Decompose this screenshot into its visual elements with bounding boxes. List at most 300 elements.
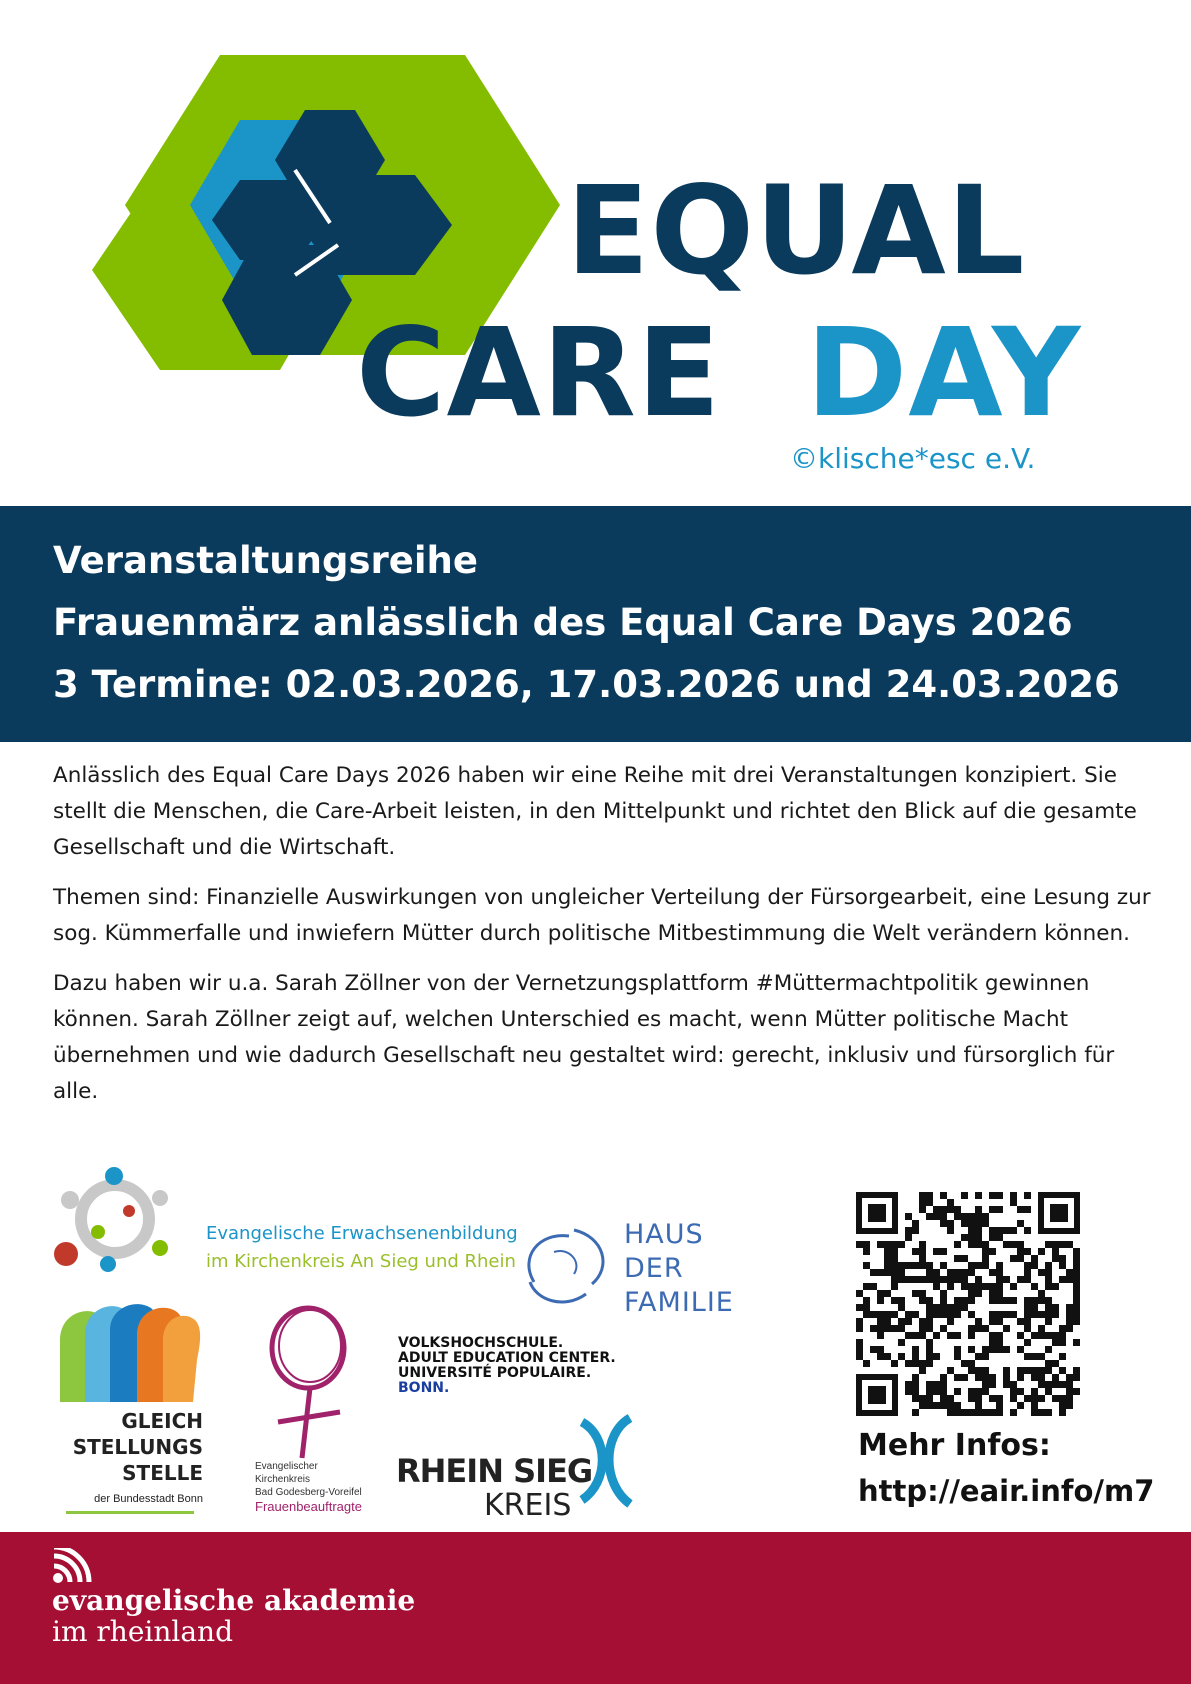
qr-module [968, 1311, 975, 1318]
qr-module [1031, 1395, 1038, 1402]
qr-module [1024, 1276, 1031, 1283]
qr-module [926, 1339, 933, 1346]
ebw-name [206, 1220, 518, 1276]
hdf-line-3: FAMILIE [624, 1287, 734, 1318]
qr-module [968, 1388, 975, 1395]
qr-module [919, 1290, 926, 1297]
qr-module [933, 1402, 940, 1409]
qr-module [1059, 1339, 1066, 1346]
qr-module [905, 1332, 912, 1339]
qr-module [989, 1269, 996, 1276]
qr-module [884, 1255, 891, 1262]
qr-module [989, 1290, 996, 1297]
qr-module [863, 1262, 870, 1269]
qr-module [1010, 1395, 1017, 1402]
qr-module [961, 1255, 968, 1262]
qr-module [940, 1395, 947, 1402]
qr-module [996, 1402, 1003, 1409]
qr-module [926, 1353, 933, 1360]
qr-module [954, 1388, 961, 1395]
qr-module [1066, 1241, 1073, 1248]
qr-module [863, 1283, 870, 1290]
qr-module [961, 1297, 968, 1304]
qr-module [1045, 1388, 1052, 1395]
qr-module [982, 1241, 989, 1248]
qr-module [954, 1304, 961, 1311]
qr-module [996, 1297, 1003, 1304]
qr-module [1031, 1255, 1038, 1262]
qr-module [954, 1213, 961, 1220]
qr-module [940, 1325, 947, 1332]
venus-symbol-icon [258, 1300, 368, 1460]
qr-module [940, 1304, 947, 1311]
logo-copyright: ©klische*esc e.V. [790, 442, 1036, 475]
qr-module [1017, 1374, 1024, 1381]
qr-module [1066, 1304, 1073, 1311]
qr-module [1003, 1227, 1010, 1234]
qr-module [975, 1206, 982, 1213]
qr-module [1017, 1255, 1024, 1262]
qr-module [1024, 1318, 1031, 1325]
qr-module [961, 1269, 968, 1276]
qr-module [940, 1276, 947, 1283]
gleichstellung-name [55, 1408, 203, 1486]
qr-module [856, 1353, 863, 1360]
qr-module [968, 1283, 975, 1290]
qr-module [968, 1220, 975, 1227]
banner-line-3: 3 Termine: 02.03.2026, 17.03.2026 und 24.03.2026 [53, 663, 1120, 706]
qr-module [1052, 1374, 1059, 1381]
qr-module [863, 1360, 870, 1367]
qr-module [954, 1241, 961, 1248]
paragraph-2: Themen sind: Finanzielle Auswirkungen von ungleicher Verteilung der Fürsorgearbeit, eine Lesung zur sog. Kümmerfalle und inwiefern Mütter durch politische Mitbestimmung die Welt verändern können. [53, 885, 1151, 946]
qr-module [1038, 1395, 1045, 1402]
qr-module [891, 1262, 898, 1269]
qr-module [961, 1409, 968, 1416]
qr-module [982, 1283, 989, 1290]
ebw-line-1: Evangelische Erwachsenenbildung [206, 1223, 518, 1244]
qr-module [905, 1276, 912, 1283]
qr-module [975, 1220, 982, 1227]
qr-module [1059, 1353, 1066, 1360]
paragraph-3: Dazu haben wir u.a. Sarah Zöllner von der Vernetzungsplattform #Müttermachtpolitik gewinnen können. Sarah Zöllner zeigt auf, welchen Unterschied es macht, wenn Mütter politische Macht übernehmen und wie dadurch Gesellschaft neu gestaltet wird: gerecht, inklusiv und fürsorglich für alle. [53, 971, 1115, 1104]
qr-module [989, 1234, 996, 1241]
qr-module [947, 1367, 954, 1374]
qr-module [996, 1346, 1003, 1353]
ek-line-2: Kirchenkreis [255, 1474, 311, 1485]
qr-module [961, 1192, 968, 1199]
qr-module [996, 1290, 1003, 1297]
qr-module [1017, 1248, 1024, 1255]
qr-module [954, 1374, 961, 1381]
qr-module [975, 1367, 982, 1374]
qr-module [1038, 1269, 1045, 1276]
qr-module [968, 1241, 975, 1248]
qr-module [940, 1213, 947, 1220]
qr-module [982, 1213, 989, 1220]
qr-module [1038, 1311, 1045, 1318]
qr-module [968, 1332, 975, 1339]
qr-module [1031, 1388, 1038, 1395]
qr-module [933, 1276, 940, 1283]
qr-module [1024, 1269, 1031, 1276]
qr-module [982, 1374, 989, 1381]
qr-module [919, 1332, 926, 1339]
qr-module [905, 1213, 912, 1220]
qr-module [940, 1248, 947, 1255]
qr-module [891, 1325, 898, 1332]
rsk-sub: KREIS [484, 1488, 572, 1523]
qr-module [989, 1395, 996, 1402]
qr-module [898, 1241, 905, 1248]
qr-module [968, 1297, 975, 1304]
qr-module [877, 1269, 884, 1276]
qr-module [989, 1206, 996, 1213]
qr-module [912, 1360, 919, 1367]
qr-module [912, 1388, 919, 1395]
qr-module [996, 1227, 1003, 1234]
qr-module [1010, 1388, 1017, 1395]
qr-module [898, 1325, 905, 1332]
ebw-people-icon [52, 1166, 178, 1272]
qr-module [933, 1269, 940, 1276]
qr-module [982, 1353, 989, 1360]
qr-module [1038, 1297, 1045, 1304]
qr-module [1045, 1346, 1052, 1353]
qr-module [982, 1367, 989, 1374]
qr-module [1038, 1332, 1045, 1339]
qr-module [940, 1402, 947, 1409]
qr-module [996, 1318, 1003, 1325]
qr-module [870, 1346, 877, 1353]
hdf-name [624, 1218, 734, 1320]
qr-module [947, 1332, 954, 1339]
qr-module [884, 1311, 891, 1318]
qr-module [926, 1192, 933, 1199]
qr-module [1017, 1220, 1024, 1227]
qr-module [1024, 1192, 1031, 1199]
qr-module [947, 1304, 954, 1311]
qr-module [912, 1332, 919, 1339]
qr-module [982, 1346, 989, 1353]
qr-module [926, 1276, 933, 1283]
qr-module [1045, 1297, 1052, 1304]
qr-module [912, 1220, 919, 1227]
qr-module [870, 1283, 877, 1290]
gleichstellung-profiles-icon [55, 1300, 205, 1402]
qr-module [1031, 1297, 1038, 1304]
qr-module [1024, 1353, 1031, 1360]
qr-module [905, 1227, 912, 1234]
qr-module [940, 1290, 947, 1297]
qr-module [982, 1381, 989, 1388]
qr-module [1010, 1255, 1017, 1262]
qr-module [926, 1213, 933, 1220]
qr-module [919, 1395, 926, 1402]
qr-module [989, 1227, 996, 1234]
qr-module [1066, 1325, 1073, 1332]
qr-module [947, 1402, 954, 1409]
qr-module [919, 1241, 926, 1248]
qr-module [926, 1318, 933, 1325]
qr-module [912, 1248, 919, 1255]
qr-module [996, 1409, 1003, 1416]
qr-module [1038, 1367, 1045, 1374]
paragraph-1: Anlässlich des Equal Care Days 2026 haben wir eine Reihe mit drei Veranstaltungen konzipiert. Sie stellt die Menschen, die Care-Arbeit leisten, in den Mittelpunkt und richtet den Blick auf die gesamte Gesellschaft und die Wirtschaft. [53, 763, 1137, 860]
qr-module [905, 1311, 912, 1318]
qr-module [1073, 1276, 1080, 1283]
qr-module [933, 1283, 940, 1290]
qr-module [884, 1248, 891, 1255]
qr-module [919, 1255, 926, 1262]
qr-module [856, 1318, 863, 1325]
qr-module [1045, 1283, 1052, 1290]
gs-line-3: STELLE [122, 1461, 203, 1485]
qr-module [884, 1353, 891, 1360]
qr-module [954, 1276, 961, 1283]
qr-module [982, 1248, 989, 1255]
qr-module [961, 1283, 968, 1290]
qr-module [1045, 1318, 1052, 1325]
qr-module [996, 1311, 1003, 1318]
qr-module [933, 1332, 940, 1339]
qr-module [954, 1332, 961, 1339]
qr-module [954, 1255, 961, 1262]
qr-module [1045, 1241, 1052, 1248]
qr-module [996, 1276, 1003, 1283]
qr-module [905, 1262, 912, 1269]
qr-module [1045, 1381, 1052, 1388]
qr-module [989, 1381, 996, 1388]
qr-module [926, 1360, 933, 1367]
qr-module [1059, 1409, 1066, 1416]
qr-module [975, 1213, 982, 1220]
vhs-line-1: VOLKSHOCHSCHULE. [398, 1335, 564, 1351]
qr-module [1017, 1388, 1024, 1395]
qr-module [968, 1367, 975, 1374]
qr-code [856, 1192, 1080, 1416]
qr-module [1010, 1241, 1017, 1248]
qr-module [975, 1192, 982, 1199]
qr-module [1052, 1283, 1059, 1290]
qr-module [1038, 1248, 1045, 1255]
qr-module [919, 1199, 926, 1206]
qr-module [1066, 1388, 1073, 1395]
qr-module [884, 1269, 891, 1276]
qr-module [947, 1227, 954, 1234]
qr-module [1031, 1367, 1038, 1374]
qr-module [954, 1206, 961, 1213]
qr-module [905, 1388, 912, 1395]
qr-module [961, 1220, 968, 1227]
qr-module [1059, 1262, 1066, 1269]
qr-module [1024, 1304, 1031, 1311]
qr-module [926, 1297, 933, 1304]
qr-module [940, 1220, 947, 1227]
qr-module [975, 1374, 982, 1381]
qr-module [1024, 1339, 1031, 1346]
qr-module [1003, 1381, 1010, 1388]
qr-module [947, 1206, 954, 1213]
qr-module [877, 1332, 884, 1339]
qr-module [1059, 1255, 1066, 1262]
qr-module [912, 1276, 919, 1283]
qr-module [975, 1353, 982, 1360]
qr-module [996, 1192, 1003, 1199]
qr-module [1052, 1360, 1059, 1367]
qr-module [919, 1402, 926, 1409]
qr-module [870, 1269, 877, 1276]
qr-module [933, 1206, 940, 1213]
qr-module [1052, 1255, 1059, 1262]
qr-module [912, 1227, 919, 1234]
qr-module [926, 1346, 933, 1353]
qr-module [891, 1269, 898, 1276]
qr-module [856, 1304, 863, 1311]
qr-module [863, 1297, 870, 1304]
qr-module [975, 1409, 982, 1416]
qr-module [1059, 1395, 1066, 1402]
qr-module [912, 1353, 919, 1360]
qr-module [947, 1269, 954, 1276]
qr-module [1045, 1304, 1052, 1311]
qr-module [933, 1381, 940, 1388]
qr-module [982, 1255, 989, 1262]
qr-module [870, 1311, 877, 1318]
qr-module [961, 1374, 968, 1381]
qr-module [926, 1381, 933, 1388]
qr-module [926, 1388, 933, 1395]
qr-module [1045, 1269, 1052, 1276]
qr-module [933, 1311, 940, 1318]
qr-module [1045, 1367, 1052, 1374]
banner-line-1: Veranstaltungsreihe [53, 539, 478, 582]
qr-module [1010, 1199, 1017, 1206]
qr-module [1003, 1276, 1010, 1283]
qr-module [1052, 1332, 1059, 1339]
qr-module [905, 1360, 912, 1367]
qr-module [891, 1241, 898, 1248]
qr-module [863, 1248, 870, 1255]
qr-module [919, 1262, 926, 1269]
qr-module [1017, 1402, 1024, 1409]
qr-module [1017, 1241, 1024, 1248]
qr-module [919, 1367, 926, 1374]
qr-module [954, 1297, 961, 1304]
qr-module [1059, 1381, 1066, 1388]
qr-module [1066, 1395, 1073, 1402]
qr-module [919, 1297, 926, 1304]
qr-module [926, 1311, 933, 1318]
qr-module [1045, 1276, 1052, 1283]
qr-module [1059, 1332, 1066, 1339]
qr-module [961, 1360, 968, 1367]
qr-module [1052, 1248, 1059, 1255]
qr-module [996, 1206, 1003, 1213]
qr-module [877, 1290, 884, 1297]
hdf-swirl-icon [514, 1222, 618, 1306]
qr-module [884, 1318, 891, 1325]
footer-org-region: im rheinland [52, 1615, 233, 1648]
qr-module [968, 1409, 975, 1416]
vhs-line-2: ADULT EDUCATION CENTER. [398, 1350, 616, 1366]
qr-module [947, 1318, 954, 1325]
qr-module [982, 1262, 989, 1269]
qr-module [968, 1213, 975, 1220]
qr-module [856, 1325, 863, 1332]
qr-module [919, 1192, 926, 1199]
qr-module [1024, 1262, 1031, 1269]
qr-module [1059, 1241, 1066, 1248]
qr-module [1073, 1297, 1080, 1304]
qr-module [898, 1304, 905, 1311]
qr-module [1059, 1325, 1066, 1332]
qr-module [1003, 1241, 1010, 1248]
qr-module [1031, 1304, 1038, 1311]
qr-module [1017, 1332, 1024, 1339]
hdf-line-2: DER [624, 1253, 684, 1284]
qr-module [989, 1332, 996, 1339]
kirchenkreis-frauenbeauftragte: Frauenbeauftragte [255, 1499, 362, 1514]
qr-module [898, 1318, 905, 1325]
qr-module [1010, 1283, 1017, 1290]
qr-module [961, 1304, 968, 1311]
qr-module [975, 1402, 982, 1409]
qr-module [891, 1283, 898, 1290]
qr-module [891, 1255, 898, 1262]
vhs-line-3: UNIVERSITÉ POPULAIRE. [398, 1365, 592, 1381]
qr-module [1024, 1297, 1031, 1304]
qr-module [940, 1381, 947, 1388]
qr-module [975, 1227, 982, 1234]
qr-module [912, 1290, 919, 1297]
qr-module [1010, 1381, 1017, 1388]
qr-module [1038, 1353, 1045, 1360]
qr-module [1052, 1339, 1059, 1346]
banner-line-2: Frauenmärz anlässlich des Equal Care Days 2026 [53, 601, 1073, 644]
qr-module [996, 1269, 1003, 1276]
qr-module [1073, 1248, 1080, 1255]
qr-module [877, 1297, 884, 1304]
qr-module [1003, 1311, 1010, 1318]
qr-module [1073, 1339, 1080, 1346]
qr-module [954, 1269, 961, 1276]
qr-module [996, 1234, 1003, 1241]
qr-module [1073, 1283, 1080, 1290]
qr-module [856, 1290, 863, 1297]
qr-module [877, 1353, 884, 1360]
qr-module [856, 1339, 863, 1346]
qr-module [1010, 1192, 1017, 1199]
qr-module [1031, 1409, 1038, 1416]
qr-module [856, 1346, 863, 1353]
qr-module [1066, 1318, 1073, 1325]
qr-module [1031, 1353, 1038, 1360]
qr-module [968, 1234, 975, 1241]
qr-module [884, 1290, 891, 1297]
qr-module [912, 1381, 919, 1388]
qr-module [1059, 1276, 1066, 1283]
ek-line-1: Evangelischer [255, 1461, 318, 1472]
qr-module [1073, 1290, 1080, 1297]
qr-module [982, 1388, 989, 1395]
qr-module [926, 1269, 933, 1276]
qr-module [1003, 1367, 1010, 1374]
qr-module [947, 1220, 954, 1227]
more-info-link[interactable]: http://eair.info/m7 [858, 1474, 1155, 1508]
qr-module [1066, 1381, 1073, 1388]
qr-module [933, 1388, 940, 1395]
